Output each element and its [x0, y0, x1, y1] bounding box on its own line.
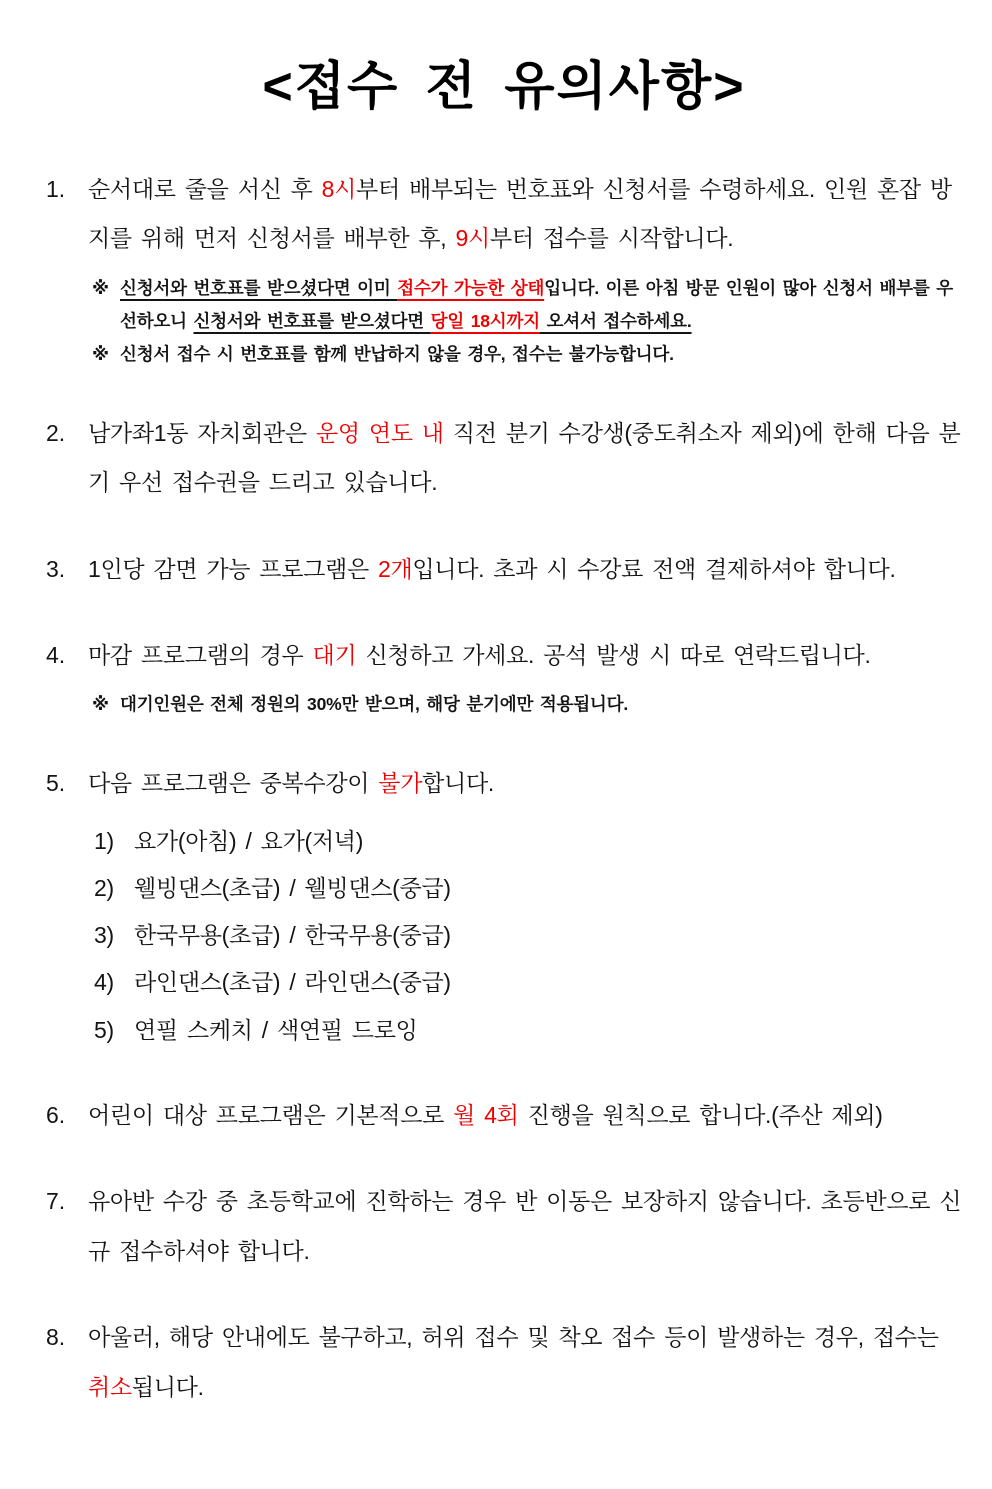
page-title: <접수 전 유의사항>	[262, 58, 746, 116]
item-body	[88, 1313, 962, 1412]
sublist-label: 2)	[94, 875, 114, 902]
item-note	[92, 272, 962, 339]
item-text: 아울러, 해당 안내에도 불구하고, 허위 접수 및 착오 접수 등이 발생하는 경우, 접수는 취소됩니다.	[88, 1324, 939, 1400]
item-body	[88, 1091, 962, 1140]
item-text: 1인당 감면 가능 프로그램은 2개입니다. 초과 시 수강료 전액 결제하셔야 합니다.	[88, 555, 896, 582]
sublist-label: 1)	[94, 828, 114, 855]
item-note	[92, 338, 962, 371]
item-body	[88, 759, 962, 1054]
note-text: 신청서 접수 시 번호표를 함께 반납하지 않을 경우, 접수는 불가능합니다.	[120, 344, 674, 365]
sublist-row	[94, 1007, 962, 1054]
notice-item-2	[46, 409, 962, 508]
sublist-label: 5)	[94, 1016, 114, 1043]
sublist-row	[94, 912, 962, 959]
item-text: 다음 프로그램은 중복수강이 불가합니다.	[88, 769, 494, 796]
sublist-label: 4)	[94, 969, 114, 996]
item-number: 7.	[46, 1188, 66, 1215]
item-number: 1.	[46, 176, 66, 202]
item-text: 어린이 대상 프로그램은 기본적으로 월 4회 진행을 원칙으로 합니다.(주산 제외)	[88, 1101, 883, 1128]
item-body	[88, 1177, 962, 1276]
item-note	[92, 688, 962, 721]
sublist-row	[94, 959, 962, 1006]
item-text: 남가좌1동 자치회관은 운영 연도 내 직전 분기 수강생(중도취소자 제외)에 한해 다음 분기 우선 접수권을 드리고 있습니다.	[88, 419, 961, 496]
item-body	[88, 545, 962, 594]
item-number: 3.	[46, 555, 66, 582]
item-text: 유아반 수강 중 초등학교에 진학하는 경우 반 이동은 보장하지 않습니다. 초등반으로 신규 접수하셔야 합니다.	[88, 1188, 962, 1264]
item-number: 8.	[46, 1324, 66, 1351]
note-marker: ※	[92, 344, 110, 365]
sublist-row	[94, 865, 962, 912]
note-text: 신청서와 번호표를 받으셨다면 이미 접수가 가능한 상태입니다. 이른 아침 방문 인원이 많아 신청서 배부를 우선하오니 신청서와 번호표를 받으셨다면 당일 18시까지 오셔서 접수하세요.	[120, 277, 953, 332]
item-notes	[92, 272, 962, 372]
sublist-row	[94, 818, 962, 865]
note-text: 대기인원은 전체 정원의 30%만 받으며, 해당 분기에만 적용됩니다.	[120, 694, 629, 715]
item-text: 마감 프로그램의 경우 대기 신청하고 가세요. 공석 발생 시 따로 연락드립니다.	[88, 641, 871, 668]
sublist-text: 한국무용(초급) / 한국무용(중급)	[134, 922, 451, 949]
item-body	[88, 165, 962, 372]
sublist-text: 웰빙댄스(초급) / 웰빙댄스(중급)	[134, 875, 451, 902]
item-number: 5.	[46, 769, 66, 796]
notice-item-7	[46, 1177, 962, 1276]
sublist-text: 라인댄스(초급) / 라인댄스(중급)	[134, 969, 451, 996]
notice-item-5	[46, 759, 962, 1054]
item-body	[88, 409, 962, 508]
item-number: 2.	[46, 419, 66, 446]
item-sublist	[94, 818, 962, 1054]
item-text: 순서대로 줄을 서신 후 8시부터 배부되는 번호표와 신청서를 수령하세요. 인원 혼잡 방지를 위해 먼저 신청서를 배부한 후, 9시부터 접수를 시작합니다.	[88, 176, 952, 252]
item-number: 6.	[46, 1101, 66, 1128]
notice-item-4	[46, 631, 962, 722]
note-marker: ※	[92, 694, 110, 715]
item-notes	[92, 688, 962, 721]
item-body	[88, 631, 962, 722]
sublist-label: 3)	[94, 922, 114, 949]
sublist-text: 요가(아침) / 요가(저녁)	[134, 828, 364, 855]
note-marker: ※	[92, 277, 110, 298]
item-number: 4.	[46, 641, 66, 668]
notice-item-3	[46, 545, 962, 594]
notice-item-6	[46, 1091, 962, 1140]
notice-item-1	[46, 165, 962, 372]
sublist-text: 연필 스케치 / 색연필 드로잉	[134, 1016, 418, 1043]
notice-item-8	[46, 1313, 962, 1412]
